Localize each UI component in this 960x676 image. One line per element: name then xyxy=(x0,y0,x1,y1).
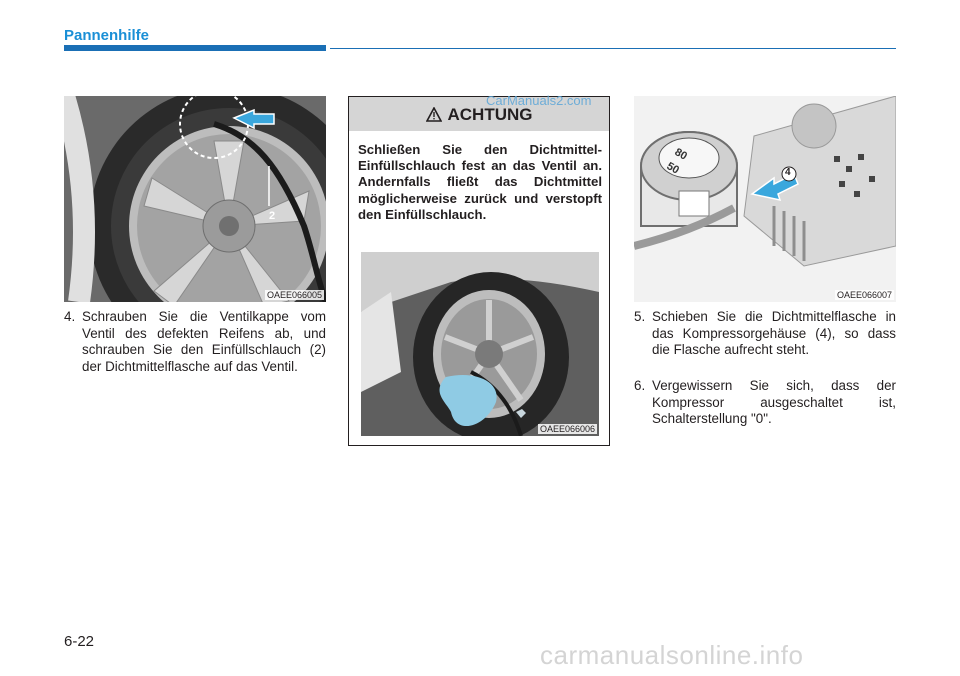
figure-compressor xyxy=(634,96,896,302)
caution-title-text: ACHTUNG xyxy=(447,105,533,124)
caution-title xyxy=(349,105,609,127)
step-text: Schieben Sie die Dichtmittelflasche in das Kompressorgehäuse (4), so dass die Flasche aufrecht steht. xyxy=(652,309,896,358)
page-number: 6-22 xyxy=(64,633,95,650)
step-6 xyxy=(634,378,896,428)
figure-wheel-hose xyxy=(64,96,326,302)
step-number: 4. xyxy=(64,309,76,324)
step-number: 5. xyxy=(634,309,646,324)
step-text: Vergewissern Sie sich, dass der Kompressor ausgeschaltet ist, Schalterstellung "0". xyxy=(652,378,896,427)
step-4 xyxy=(64,309,326,375)
watermark-bottom: carmanualsonline.info xyxy=(540,640,804,670)
caution-box xyxy=(348,96,610,446)
figure-code: OAEE066005 xyxy=(266,290,322,300)
hose-leak-illustration xyxy=(361,252,599,436)
callout-2: 2 xyxy=(269,210,276,222)
figure-code: OAEE066007 xyxy=(836,290,892,300)
step-5 xyxy=(634,309,896,359)
step-text: Schrauben Sie die Ventilkappe vom Ventil des defekten Reifens ab, und schrauben Sie den Einfüllschlauch (2) der Dichtmittelflasche auf das Ventil. xyxy=(82,309,326,374)
wheel-hose-illustration xyxy=(64,96,326,302)
caution-text: Schließen Sie den Dichtmittel-Einfüllschlauch fest an das Ventil an. Andernfalls fließt das Dichtmittel möglicherweise zurück und verstopft den Einfüllschlauch. xyxy=(358,142,602,222)
header-rule-thick xyxy=(64,45,326,51)
gauge-major: 80 xyxy=(672,146,690,163)
gauge-minor: 50 xyxy=(664,160,682,177)
compressor-illustration xyxy=(634,96,896,302)
step-number: 6. xyxy=(634,378,646,393)
warning-triangle-icon xyxy=(426,107,442,127)
figure-code: OAEE066006 xyxy=(539,424,595,434)
callout-4: 4 xyxy=(785,167,791,178)
watermark-top: CarManuals2.com xyxy=(486,93,592,108)
figure-hose-leak xyxy=(361,252,599,436)
header-rule-thin xyxy=(330,48,896,49)
section-title: Pannenhilfe xyxy=(64,27,150,44)
